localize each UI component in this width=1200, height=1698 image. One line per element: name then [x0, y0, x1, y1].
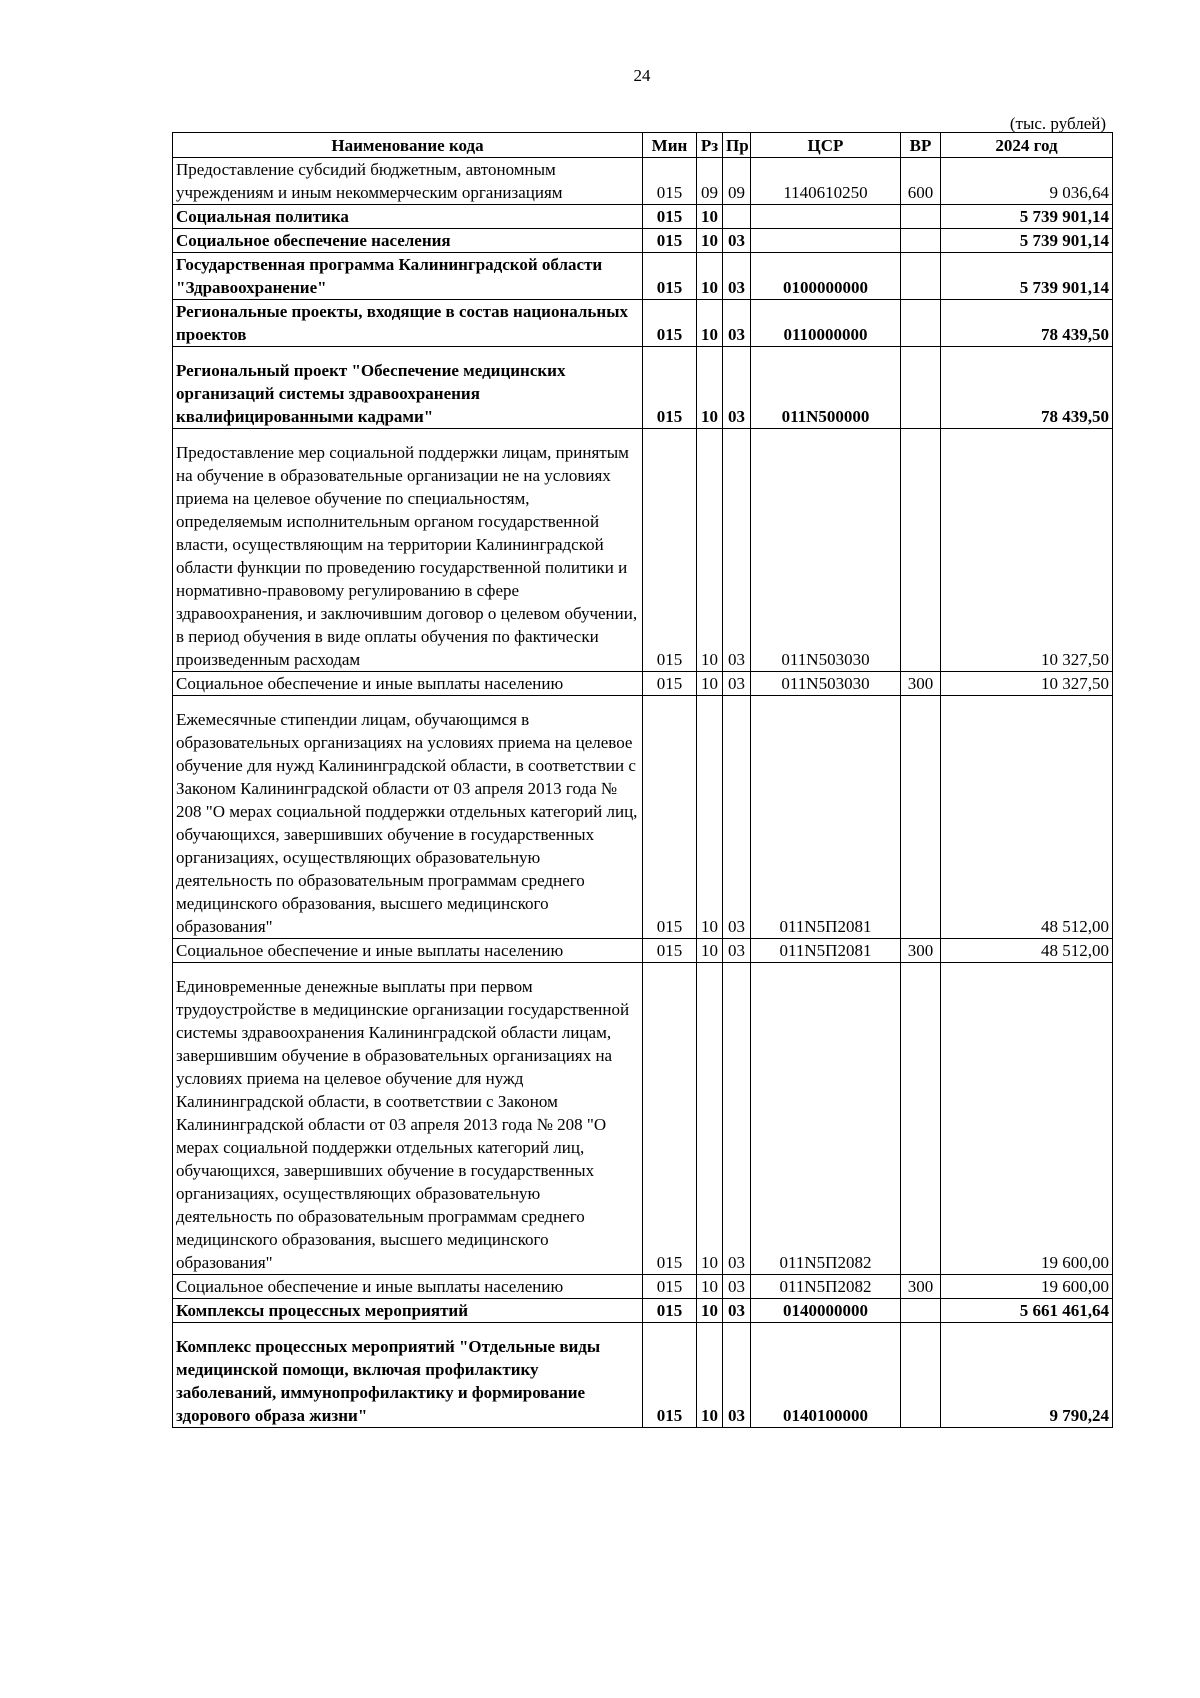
row-sum: 5 739 901,14 [941, 205, 1113, 229]
row-csr: 011N5П2081 [751, 696, 901, 939]
table-row [173, 158, 1113, 205]
row-vr [901, 347, 941, 429]
row-csr: 011N500000 [751, 347, 901, 429]
row-rz: 10 [697, 347, 723, 429]
row-min: 015 [643, 253, 697, 300]
row-min: 015 [643, 1275, 697, 1299]
row-csr: 0140100000 [751, 1323, 901, 1428]
row-csr: 011N503030 [751, 672, 901, 696]
row-name: Социальная политика [173, 205, 643, 229]
row-csr: 011N503030 [751, 429, 901, 672]
row-csr: 1140610250 [751, 158, 901, 205]
row-rz: 10 [697, 229, 723, 253]
row-name: Социальное обеспечение и иные выплаты населению [173, 672, 643, 696]
row-min: 015 [643, 229, 697, 253]
row-pr: 03 [723, 1299, 751, 1323]
row-csr: 011N5П2081 [751, 939, 901, 963]
row-min: 015 [643, 347, 697, 429]
row-vr [901, 1323, 941, 1428]
row-pr: 03 [723, 429, 751, 672]
row-pr: 03 [723, 672, 751, 696]
header-name: Наименование кода [173, 133, 643, 158]
table-row [173, 300, 1113, 347]
row-vr [901, 205, 941, 229]
row-vr [901, 963, 941, 1275]
row-sum: 19 600,00 [941, 963, 1113, 1275]
row-min: 015 [643, 429, 697, 672]
table-row [173, 696, 1113, 939]
row-rz: 09 [697, 158, 723, 205]
units-label: (тыс. рублей) [1009, 114, 1106, 133]
row-name: Комплекс процессных мероприятий "Отдельные виды медицинской помощи, включая профилактику заболеваний, иммунопрофилактику и формирование здорового образа жизни" [173, 1323, 643, 1428]
row-pr: 03 [723, 963, 751, 1275]
row-rz: 10 [697, 205, 723, 229]
row-min: 015 [643, 939, 697, 963]
table-row [173, 1299, 1113, 1323]
header-rz: Рз [697, 133, 723, 158]
table-header-row [173, 133, 1113, 158]
row-pr: 03 [723, 696, 751, 939]
row-rz: 10 [697, 672, 723, 696]
row-csr: 0100000000 [751, 253, 901, 300]
row-rz: 10 [697, 429, 723, 672]
header-min: Мин [643, 133, 697, 158]
row-min: 015 [643, 300, 697, 347]
row-rz: 10 [697, 300, 723, 347]
table-row [173, 253, 1113, 300]
row-name: Предоставление субсидий бюджетным, автономным учреждениям и иным некоммерческим организациям [173, 158, 643, 205]
row-name: Социальное обеспечение и иные выплаты населению [173, 1275, 643, 1299]
row-csr [751, 229, 901, 253]
row-sum: 9 790,24 [941, 1323, 1113, 1428]
row-min: 015 [643, 672, 697, 696]
table-row [173, 429, 1113, 672]
row-rz: 10 [697, 1323, 723, 1428]
row-sum: 78 439,50 [941, 347, 1113, 429]
row-sum: 9 036,64 [941, 158, 1113, 205]
row-pr: 03 [723, 1323, 751, 1428]
row-vr [901, 253, 941, 300]
row-name: Региональные проекты, входящие в состав национальных проектов [173, 300, 643, 347]
header-pr: Пр [723, 133, 751, 158]
row-sum: 10 327,50 [941, 429, 1113, 672]
row-sum: 19 600,00 [941, 1275, 1113, 1299]
row-vr [901, 229, 941, 253]
row-name: Единовременные денежные выплаты при первом трудоустройстве в медицинские организации государственной системы здравоохранения Калининградской области лицам, завершившим обучение в образовательных организациях на условиях приема на целевое обучение для нужд Калининградской области, в соответствии с Законом Калининградской области от 03 апреля 2013 года № 208 "О мерах социальной поддержки отдельных категорий лиц, обучающихся, завершивших обучение в государственных организациях, осуществляющих образовательную деятельность по образовательным программам среднего медицинского образования, высшего медицинского образования" [173, 963, 643, 1275]
row-min: 015 [643, 205, 697, 229]
header-vr: ВР [901, 133, 941, 158]
row-rz: 10 [697, 696, 723, 939]
header-year: 2024 год [941, 133, 1113, 158]
table-row [173, 347, 1113, 429]
row-pr: 03 [723, 229, 751, 253]
row-sum: 5 739 901,14 [941, 229, 1113, 253]
row-vr [901, 1299, 941, 1323]
row-pr: 03 [723, 939, 751, 963]
row-csr: 011N5П2082 [751, 963, 901, 1275]
row-csr: 011N5П2082 [751, 1275, 901, 1299]
row-min: 015 [643, 963, 697, 1275]
page-number: 24 [633, 66, 651, 85]
table-row [173, 939, 1113, 963]
row-rz: 10 [697, 1299, 723, 1323]
table-row [173, 963, 1113, 1275]
row-pr: 03 [723, 347, 751, 429]
table-row [173, 229, 1113, 253]
row-min: 015 [643, 1299, 697, 1323]
row-vr: 600 [901, 158, 941, 205]
row-min: 015 [643, 696, 697, 939]
row-name: Социальное обеспечение и иные выплаты населению [173, 939, 643, 963]
row-pr: 03 [723, 253, 751, 300]
row-vr: 300 [901, 1275, 941, 1299]
row-vr: 300 [901, 939, 941, 963]
row-pr: 03 [723, 300, 751, 347]
row-sum: 48 512,00 [941, 696, 1113, 939]
row-vr [901, 429, 941, 672]
row-rz: 10 [697, 1275, 723, 1299]
row-pr: 03 [723, 1275, 751, 1299]
row-sum: 78 439,50 [941, 300, 1113, 347]
table-row [173, 1323, 1113, 1428]
row-sum: 5 739 901,14 [941, 253, 1113, 300]
row-name: Социальное обеспечение населения [173, 229, 643, 253]
row-csr [751, 205, 901, 229]
table-row [173, 205, 1113, 229]
row-vr [901, 300, 941, 347]
row-pr [723, 205, 751, 229]
row-name: Региональный проект "Обеспечение медицинских организаций системы здравоохранения квалифицированными кадрами" [173, 347, 643, 429]
row-min: 015 [643, 1323, 697, 1428]
row-name: Государственная программа Калининградской области "Здравоохранение" [173, 253, 643, 300]
row-name: Ежемесячные стипендии лицам, обучающимся в образовательных организациях на условиях приема на целевое обучение для нужд Калининградской области, в соответствии с Законом Калининградской области от 03 апреля 2013 года № 208 "О мерах социальной поддержки отдельных категорий лиц, обучающихся, завершивших обучение в государственных организациях, осуществляющих образовательную деятельность по образовательным программам среднего медицинского образования, высшего медицинского образования" [173, 696, 643, 939]
table-row [173, 1275, 1113, 1299]
row-rz: 10 [697, 939, 723, 963]
table-row [173, 672, 1113, 696]
row-sum: 10 327,50 [941, 672, 1113, 696]
row-name: Комплексы процессных мероприятий [173, 1299, 643, 1323]
row-csr: 0110000000 [751, 300, 901, 347]
row-sum: 5 661 461,64 [941, 1299, 1113, 1323]
row-vr: 300 [901, 672, 941, 696]
row-min: 015 [643, 158, 697, 205]
row-csr: 0140000000 [751, 1299, 901, 1323]
row-vr [901, 696, 941, 939]
row-rz: 10 [697, 963, 723, 1275]
row-pr: 09 [723, 158, 751, 205]
budget-table [172, 132, 1113, 1428]
header-csr: ЦСР [751, 133, 901, 158]
row-rz: 10 [697, 253, 723, 300]
row-sum: 48 512,00 [941, 939, 1113, 963]
row-name: Предоставление мер социальной поддержки лицам, принятым на обучение в образовательные организации не на условиях приема на целевое обучение по специальностям, определяемым исполнительным органом государственной власти, осуществляющим на территории Калининградской области функции по проведению государственной политики и нормативно-правовому регулированию в сфере здравоохранения, и заключившим договор о целевом обучении, в период обучения в виде оплаты обучения по фактически произведенным расходам [173, 429, 643, 672]
